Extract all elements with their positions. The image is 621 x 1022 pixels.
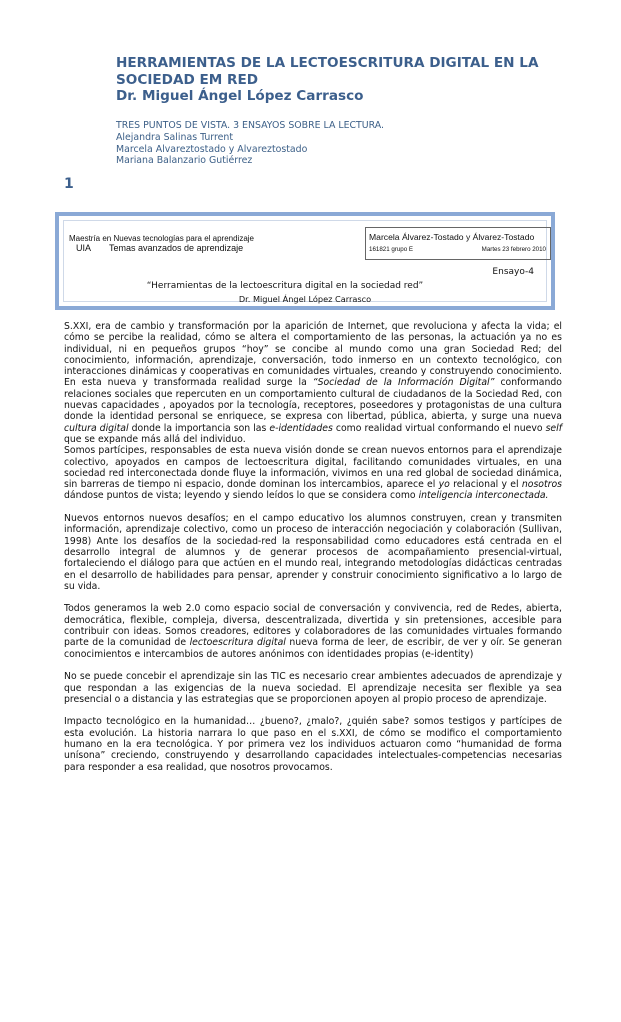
book-author-2: Marcela Alvareztostado y Alvareztostado xyxy=(116,143,308,155)
title-author: Dr. Miguel Ángel López Carrasco xyxy=(116,88,364,104)
paragraph-2: Somos partícipes, responsables de esta nueva visión donde se crean nuevos entornos para el aprendizaje colectivo, apoyados en campos de lectoescritura digital, facilitando comunidades virtuales, en una sociedad red interconectada donde fluye la información, vivimos en una red global de sociedad dinámica, sin barreras de tiempo ni espacio, donde dominan los intercambios, aparece el yo relacional y el nosotros dándose puntos de vista; leyendo y siendo leídos lo que se considera como inteligencia interconectada. xyxy=(64,445,562,502)
essay-author: Dr. Miguel Ángel López Carrasco xyxy=(238,294,372,304)
section-number: 1 xyxy=(64,176,74,192)
student-code: 161821 grupo E xyxy=(369,246,414,253)
paragraph-4: Todos generamos la web 2.0 como espacio social de conversación y convivencia, red de Redes, abierta, democrática, flexible, compleja, diversa, descentralizada, divertida y sin pretensiones, accesible para contribuir con ideas. Somos creadores, editores y colaboradores de las comunidades virtuales formando parte de la comunidad de lectoescritura digital nueva forma de leer, de escribir, de ver y oír. Se generan conocimientos e intercambios de autores anónimos con identidades propias (e-identity) xyxy=(64,603,563,660)
submission-date: Martes 23 febrero 2010 xyxy=(481,246,546,253)
course-line xyxy=(76,243,261,253)
document-title xyxy=(116,55,576,105)
essay-label: Ensayo-4 xyxy=(492,267,534,277)
book-author-1: Alejandra Salinas Turrent xyxy=(116,131,234,143)
paragraph-5: No se puede concebir el aprendizaje sin las TIC es necesario crear ambientes adecuados de aprendizaje y que respondan a las exigencias de la nueva sociedad. El aprendizaje necesita ser flexible ya sea presencial o a distancia y las estrategias que se proporcionen apoyen al propio proceso de aprendizaje. xyxy=(64,671,562,705)
paragraph-1: S.XXI, era de cambio y transformación por la aparición de Internet, que revoluciona y afecta la vida; el cómo se percibe la realidad, cómo se altera el comportamiento de las personas, la actuación ya no es individual, ni en pequeños grupos “hoy” se concibe al mundo como una gran Sociedad Red; del conocimiento, información, aprendizaje, conversación, todo inmerso en un contexto tecnológico, con interacciones dinámicas y cooperativas en comunidades virtuales, creando y construyendo conocimiento. En esta nueva y transformada realidad surge la “Sociedad de la Información Digital” conformando relaciones sociales que repercuten en un comportamiento cultural de ciudadanos de la Sociedad Red, con nuevas capacidades , apoyados por la tecnología, receptores, poseedores y protagonistas de una cultura donde la identidad personal se enriquece, se expresa con libertad, pública, abierta, y surge una nueva cultura digital donde la importancia son las e-identidades como realidad virtual conformando el nuevo self que se expande más allá del individuo. xyxy=(64,321,562,445)
paragraph-6: Impacto tecnológico en la humanidad… ¿bueno?, ¿malo?, ¿quién sabe? somos testigos y partícipes de esta evolución. La historia narrara lo que paso en el s.XXI, de cómo se modifico el comportamiento humano en la era tecnológica. Y por primera vez los individuos actuaron como “humanidad de forma unísona” creciendo, construyendo y desarrollando capacidades intelectuales-competencias necesarias para responder a esa realidad, que nosotros provocamos. xyxy=(64,716,562,773)
institution-label: UIA xyxy=(76,243,92,253)
course-label: Temas avanzados de aprendizaje xyxy=(109,243,244,253)
essay-body xyxy=(64,321,562,784)
book-metadata xyxy=(116,120,384,167)
cover-frame-inner xyxy=(63,220,547,302)
book-title: TRES PUNTOS DE VISTA. 3 ENSAYOS SOBRE LA LECTURA. xyxy=(116,120,384,131)
book-author-3: Mariana Balanzario Gutiérrez xyxy=(116,155,253,167)
title-line-2: SOCIEDAD EM RED xyxy=(116,71,259,88)
cover-frame xyxy=(55,212,555,310)
student-name: Marcela Álvarez-Tostado y Álvarez-Tostado xyxy=(369,232,535,242)
student-box xyxy=(365,227,551,260)
paragraph-3: Nuevos entornos nuevos desafíos; en el campo educativo los alumnos construyen, crean y transmiten información, aprendizaje colectivo, como un proceso de interacción negociación y colaboración (Sullivan, 1998) Ante los desafíos de la sociedad-red la responsabilidad como educadores está centrada en el desarrollo integral de alumnos y de generar procesos de acompañamiento presencial-virtual, fortaleciendo el diálogo para que actúen en el mundo real, integrando metodologías didácticas centradas en el desarrollo de habilidades para pensar, aprender y construir conocimiento significativo a lo largo de su vida. xyxy=(64,513,562,592)
essay-title: “Herramientas de la lectoescritura digital en la sociedad red” xyxy=(146,281,424,291)
program-label: Maestría en Nuevas tecnologías para el aprendizaje xyxy=(69,234,254,243)
title-line-1: HERRAMIENTAS DE LA LECTOESCRITURA DIGITAL EN LA xyxy=(116,55,539,71)
